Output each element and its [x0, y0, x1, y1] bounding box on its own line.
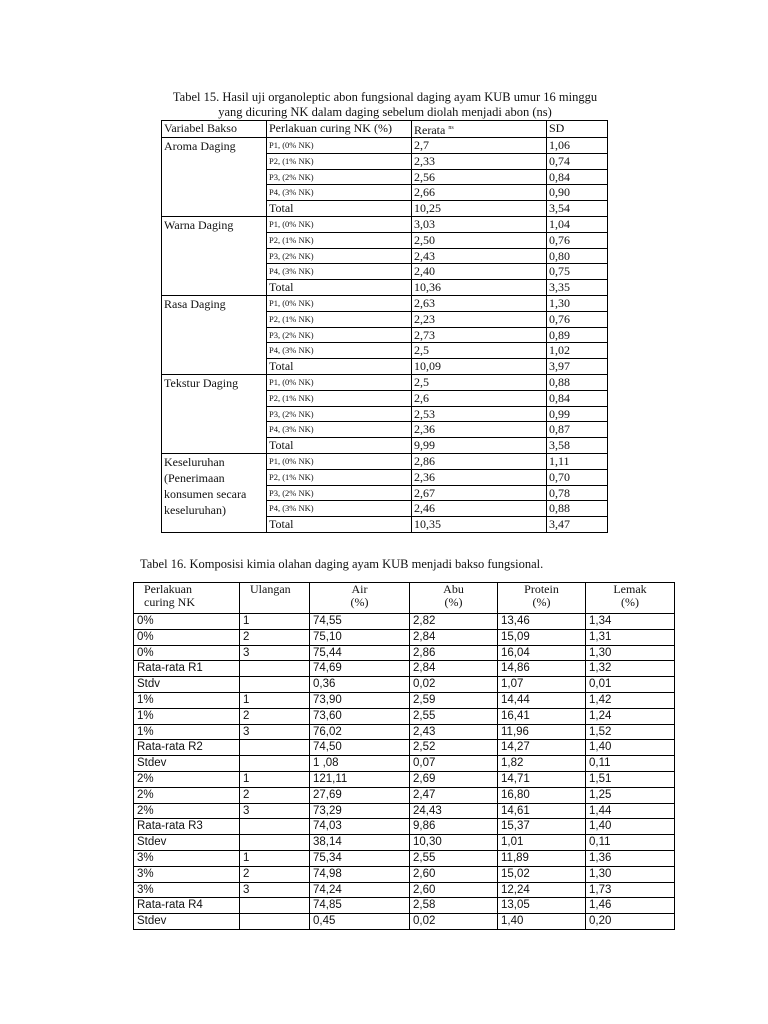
abu-cell: 2,86: [410, 645, 498, 661]
table-row: [134, 787, 675, 803]
mean-cell: 9,99: [412, 438, 547, 454]
sd-cell: 0,90: [547, 185, 608, 201]
mean-cell: 2,66: [412, 185, 547, 201]
table-row: [134, 661, 675, 677]
protein-cell: 14,61: [498, 803, 586, 819]
lemak-cell: 1,32: [586, 661, 675, 677]
air-cell: 73,60: [310, 708, 410, 724]
sd-cell: 1,11: [547, 453, 608, 469]
protein-cell: 1,82: [498, 756, 586, 772]
sd-cell: 0,78: [547, 485, 608, 501]
table-row: [134, 771, 675, 787]
table-row: [134, 803, 675, 819]
abu-cell: 9,86: [410, 819, 498, 835]
ulangan-cell: [240, 661, 310, 677]
perlakuan-cell: 1%: [134, 724, 240, 740]
air-cell: 74,98: [310, 866, 410, 882]
treatment-cell: Total: [267, 359, 412, 375]
air-cell: 75,10: [310, 629, 410, 645]
air-cell: 75,34: [310, 850, 410, 866]
table-row: [162, 453, 608, 469]
air-cell: 27,69: [310, 787, 410, 803]
table-row: [134, 629, 675, 645]
perlakuan-cell: 1%: [134, 708, 240, 724]
sd-cell: 3,47: [547, 517, 608, 533]
perlakuan-cell: 2%: [134, 803, 240, 819]
table-row: [162, 374, 608, 390]
protein-cell: 14,71: [498, 771, 586, 787]
lemak-cell: 1,36: [586, 850, 675, 866]
sd-cell: 0,70: [547, 469, 608, 485]
sd-cell: 0,88: [547, 501, 608, 517]
sd-cell: 3,58: [547, 438, 608, 454]
sd-cell: 1,30: [547, 295, 608, 311]
treatment-cell: P3, (2% NK): [267, 485, 412, 501]
abu-cell: 2,82: [410, 614, 498, 630]
table-row: [162, 295, 608, 311]
treatment-cell: P4, (3% NK): [267, 343, 412, 359]
air-cell: 0,45: [310, 914, 410, 930]
table-row: [162, 216, 608, 232]
variable-name-cell: Warna Daging: [162, 216, 267, 295]
mean-cell: 10,35: [412, 517, 547, 533]
abu-cell: 2,69: [410, 771, 498, 787]
lemak-cell: 1,40: [586, 819, 675, 835]
sd-cell: 0,88: [547, 374, 608, 390]
protein-cell: 11,89: [498, 850, 586, 866]
table15-header-variabel: Variabel Bakso: [162, 121, 267, 138]
ulangan-cell: [240, 740, 310, 756]
air-cell: 76,02: [310, 724, 410, 740]
sd-cell: 3,97: [547, 359, 608, 375]
table16-caption: Tabel 16. Komposisi kimia olahan daging ayam KUB menjadi bakso fungsional.: [140, 557, 544, 571]
mean-cell: 2,36: [412, 469, 547, 485]
perlakuan-cell: 2%: [134, 771, 240, 787]
mean-cell: 10,25: [412, 201, 547, 217]
mean-cell: 2,6: [412, 390, 547, 406]
mean-cell: 2,5: [412, 374, 547, 390]
treatment-cell: P2, (1% NK): [267, 153, 412, 169]
air-cell: 74,24: [310, 882, 410, 898]
table-row: [134, 898, 675, 914]
protein-cell: 12,24: [498, 882, 586, 898]
treatment-cell: P4, (3% NK): [267, 501, 412, 517]
lemak-cell: 1,51: [586, 771, 675, 787]
mean-cell: 2,7: [412, 138, 547, 154]
lemak-cell: 1,40: [586, 740, 675, 756]
table-row: [134, 756, 675, 772]
ulangan-cell: 3: [240, 803, 310, 819]
mean-cell: 2,86: [412, 453, 547, 469]
table15-caption-line2: yang dicuring NK dalam daging sebelum diolah menjadi abon (ns): [218, 105, 552, 119]
table16-header-perlakuan: [134, 583, 240, 614]
table16-header-ulangan: [240, 583, 310, 614]
lemak-cell: 1,31: [586, 629, 675, 645]
sd-cell: 3,54: [547, 201, 608, 217]
sd-cell: 0,87: [547, 422, 608, 438]
abu-cell: 0,02: [410, 914, 498, 930]
perlakuan-cell: 0%: [134, 614, 240, 630]
treatment-cell: P3, (2% NK): [267, 327, 412, 343]
treatment-cell: P1, (0% NK): [267, 295, 412, 311]
lemak-cell: 1,24: [586, 708, 675, 724]
protein-cell: 14,44: [498, 692, 586, 708]
ulangan-cell: [240, 835, 310, 851]
ulangan-cell: [240, 677, 310, 693]
protein-cell: 13,46: [498, 614, 586, 630]
mean-cell: 10,09: [412, 359, 547, 375]
sd-cell: 0,75: [547, 264, 608, 280]
header-line1: Air: [351, 582, 368, 596]
perlakuan-cell: Rata-rata R4: [134, 898, 240, 914]
treatment-cell: P4, (3% NK): [267, 422, 412, 438]
lemak-cell: 1,46: [586, 898, 675, 914]
mean-cell: 2,40: [412, 264, 547, 280]
table16-chemical-composition: [133, 582, 675, 930]
protein-cell: 1,40: [498, 914, 586, 930]
perlakuan-cell: 3%: [134, 866, 240, 882]
protein-cell: 15,09: [498, 629, 586, 645]
treatment-cell: Total: [267, 201, 412, 217]
header-line2: (%): [444, 595, 463, 609]
protein-cell: 15,02: [498, 866, 586, 882]
lemak-cell: 1,25: [586, 787, 675, 803]
mean-cell: 2,43: [412, 248, 547, 264]
mean-cell: 10,36: [412, 280, 547, 296]
abu-cell: 10,30: [410, 835, 498, 851]
treatment-cell: P4, (3% NK): [267, 264, 412, 280]
table-row: [134, 645, 675, 661]
table-row: [134, 819, 675, 835]
table16-header-air: [310, 583, 410, 614]
table15-organoleptic: [161, 120, 608, 533]
lemak-cell: 1,34: [586, 614, 675, 630]
lemak-cell: 0,20: [586, 914, 675, 930]
abu-cell: 2,55: [410, 708, 498, 724]
lemak-cell: 1,73: [586, 882, 675, 898]
protein-cell: 1,07: [498, 677, 586, 693]
protein-cell: 11,96: [498, 724, 586, 740]
table-row: [134, 724, 675, 740]
mean-cell: 2,23: [412, 311, 547, 327]
table15-header-rerata-sup: ns: [448, 125, 454, 131]
ulangan-cell: 2: [240, 708, 310, 724]
protein-cell: 16,80: [498, 787, 586, 803]
header-line1: Protein: [524, 582, 559, 596]
mean-cell: 2,67: [412, 485, 547, 501]
air-cell: 74,03: [310, 819, 410, 835]
air-cell: 38,14: [310, 835, 410, 851]
abu-cell: 2,55: [410, 850, 498, 866]
sd-cell: 0,76: [547, 232, 608, 248]
table-row: [134, 850, 675, 866]
sd-cell: 1,06: [547, 138, 608, 154]
table15-header-rerata-text: Rerata: [414, 123, 446, 137]
lemak-cell: 0,11: [586, 756, 675, 772]
table-row: [134, 708, 675, 724]
perlakuan-cell: Stdev: [134, 756, 240, 772]
abu-cell: 2,84: [410, 629, 498, 645]
table-row: [134, 914, 675, 930]
treatment-cell: P2, (1% NK): [267, 232, 412, 248]
abu-cell: 2,52: [410, 740, 498, 756]
table16-header-row: [134, 583, 675, 614]
ulangan-cell: 2: [240, 629, 310, 645]
lemak-cell: 1,30: [586, 866, 675, 882]
treatment-cell: P3, (2% NK): [267, 169, 412, 185]
perlakuan-cell: 3%: [134, 850, 240, 866]
table15-header-perlakuan: Perlakuan curing NK (%): [267, 121, 412, 138]
air-cell: 73,90: [310, 692, 410, 708]
lemak-cell: 1,30: [586, 645, 675, 661]
mean-cell: 2,73: [412, 327, 547, 343]
perlakuan-cell: Stdev: [134, 914, 240, 930]
table16-header-protein: [498, 583, 586, 614]
protein-cell: 16,41: [498, 708, 586, 724]
header-line1: Perlakuan: [144, 582, 192, 596]
mean-cell: 2,50: [412, 232, 547, 248]
treatment-cell: P1, (0% NK): [267, 374, 412, 390]
abu-cell: 2,43: [410, 724, 498, 740]
lemak-cell: 0,01: [586, 677, 675, 693]
air-cell: 73,29: [310, 803, 410, 819]
abu-cell: 2,59: [410, 692, 498, 708]
perlakuan-cell: 1%: [134, 692, 240, 708]
abu-cell: 24,43: [410, 803, 498, 819]
perlakuan-cell: Stdev: [134, 835, 240, 851]
ulangan-cell: [240, 914, 310, 930]
air-cell: 74,50: [310, 740, 410, 756]
mean-cell: 2,46: [412, 501, 547, 517]
table-row: [134, 677, 675, 693]
mean-cell: 2,63: [412, 295, 547, 311]
variable-name-cell: Aroma Daging: [162, 138, 267, 217]
ulangan-cell: 3: [240, 882, 310, 898]
variable-name-cell: Tekstur Daging: [162, 374, 267, 453]
ulangan-cell: 1: [240, 692, 310, 708]
perlakuan-cell: Stdv: [134, 677, 240, 693]
abu-cell: 0,07: [410, 756, 498, 772]
table15-header-rerata: [412, 121, 547, 138]
perlakuan-cell: 2%: [134, 787, 240, 803]
sd-cell: 0,76: [547, 311, 608, 327]
treatment-cell: Total: [267, 280, 412, 296]
table16-header-lemak: [586, 583, 675, 614]
perlakuan-cell: Rata-rata R1: [134, 661, 240, 677]
table15-caption: [150, 90, 620, 120]
ulangan-cell: 1: [240, 771, 310, 787]
mean-cell: 2,33: [412, 153, 547, 169]
ulangan-cell: 3: [240, 724, 310, 740]
header-line1: Abu: [443, 582, 464, 596]
treatment-cell: P3, (2% NK): [267, 406, 412, 422]
perlakuan-cell: Rata-rata R2: [134, 740, 240, 756]
lemak-cell: 1,42: [586, 692, 675, 708]
variable-name-cell: Keseluruhan (Penerimaan konsumen secara keseluruhan): [162, 453, 267, 532]
ulangan-cell: 3: [240, 645, 310, 661]
sd-cell: 0,84: [547, 169, 608, 185]
sd-cell: 0,99: [547, 406, 608, 422]
lemak-cell: 0,11: [586, 835, 675, 851]
protein-cell: 13,05: [498, 898, 586, 914]
treatment-cell: P1, (0% NK): [267, 216, 412, 232]
treatment-cell: P2, (1% NK): [267, 311, 412, 327]
sd-cell: 0,89: [547, 327, 608, 343]
ulangan-cell: 2: [240, 866, 310, 882]
air-cell: 1 ,08: [310, 756, 410, 772]
treatment-cell: P4, (3% NK): [267, 185, 412, 201]
ulangan-cell: [240, 898, 310, 914]
ulangan-cell: 2: [240, 787, 310, 803]
lemak-cell: 1,52: [586, 724, 675, 740]
ulangan-cell: 1: [240, 850, 310, 866]
sd-cell: 0,80: [547, 248, 608, 264]
abu-cell: 2,58: [410, 898, 498, 914]
air-cell: 121,11: [310, 771, 410, 787]
mean-cell: 2,53: [412, 406, 547, 422]
abu-cell: 2,84: [410, 661, 498, 677]
air-cell: 0,36: [310, 677, 410, 693]
protein-cell: 15,37: [498, 819, 586, 835]
air-cell: 75,44: [310, 645, 410, 661]
abu-cell: 2,47: [410, 787, 498, 803]
perlakuan-cell: 0%: [134, 629, 240, 645]
header-line2: (%): [532, 595, 551, 609]
table-row: [134, 614, 675, 630]
air-cell: 74,69: [310, 661, 410, 677]
header-line2: (%): [621, 595, 639, 609]
table-row: [134, 882, 675, 898]
air-cell: 74,85: [310, 898, 410, 914]
table15-header-row: [162, 121, 608, 138]
treatment-cell: Total: [267, 517, 412, 533]
abu-cell: 2,60: [410, 866, 498, 882]
table15-header-sd: SD: [547, 121, 608, 138]
perlakuan-cell: Rata-rata R3: [134, 819, 240, 835]
ulangan-cell: 1: [240, 614, 310, 630]
table-row: [162, 138, 608, 154]
ulangan-cell: [240, 756, 310, 772]
header-line2: curing NK: [144, 595, 195, 609]
treatment-cell: P3, (2% NK): [267, 248, 412, 264]
sd-cell: 0,84: [547, 390, 608, 406]
sd-cell: 3,35: [547, 280, 608, 296]
protein-cell: 14,27: [498, 740, 586, 756]
table-row: [134, 740, 675, 756]
mean-cell: 3,03: [412, 216, 547, 232]
sd-cell: 0,74: [547, 153, 608, 169]
mean-cell: 2,56: [412, 169, 547, 185]
variable-name-cell: Rasa Daging: [162, 295, 267, 374]
protein-cell: 1,01: [498, 835, 586, 851]
mean-cell: 2,36: [412, 422, 547, 438]
sd-cell: 1,04: [547, 216, 608, 232]
table16-header-abu: [410, 583, 498, 614]
treatment-cell: Total: [267, 438, 412, 454]
table-row: [134, 866, 675, 882]
perlakuan-cell: 0%: [134, 645, 240, 661]
table-row: [134, 835, 675, 851]
abu-cell: 0,02: [410, 677, 498, 693]
protein-cell: 14,86: [498, 661, 586, 677]
sd-cell: 1,02: [547, 343, 608, 359]
perlakuan-cell: 3%: [134, 882, 240, 898]
header-line1: Lemak: [613, 582, 647, 596]
air-cell: 74,55: [310, 614, 410, 630]
table15-caption-line1: Tabel 15. Hasil uji organoleptic abon fungsional daging ayam KUB umur 16 minggu: [172, 90, 598, 104]
treatment-cell: P1, (0% NK): [267, 138, 412, 154]
header-line1: Ulangan: [250, 582, 291, 596]
protein-cell: 16,04: [498, 645, 586, 661]
treatment-cell: P2, (1% NK): [267, 390, 412, 406]
treatment-cell: P2, (1% NK): [267, 469, 412, 485]
table-row: [134, 692, 675, 708]
lemak-cell: 1,44: [586, 803, 675, 819]
abu-cell: 2,60: [410, 882, 498, 898]
header-line2: (%): [350, 595, 369, 609]
mean-cell: 2,5: [412, 343, 547, 359]
ulangan-cell: [240, 819, 310, 835]
treatment-cell: P1, (0% NK): [267, 453, 412, 469]
